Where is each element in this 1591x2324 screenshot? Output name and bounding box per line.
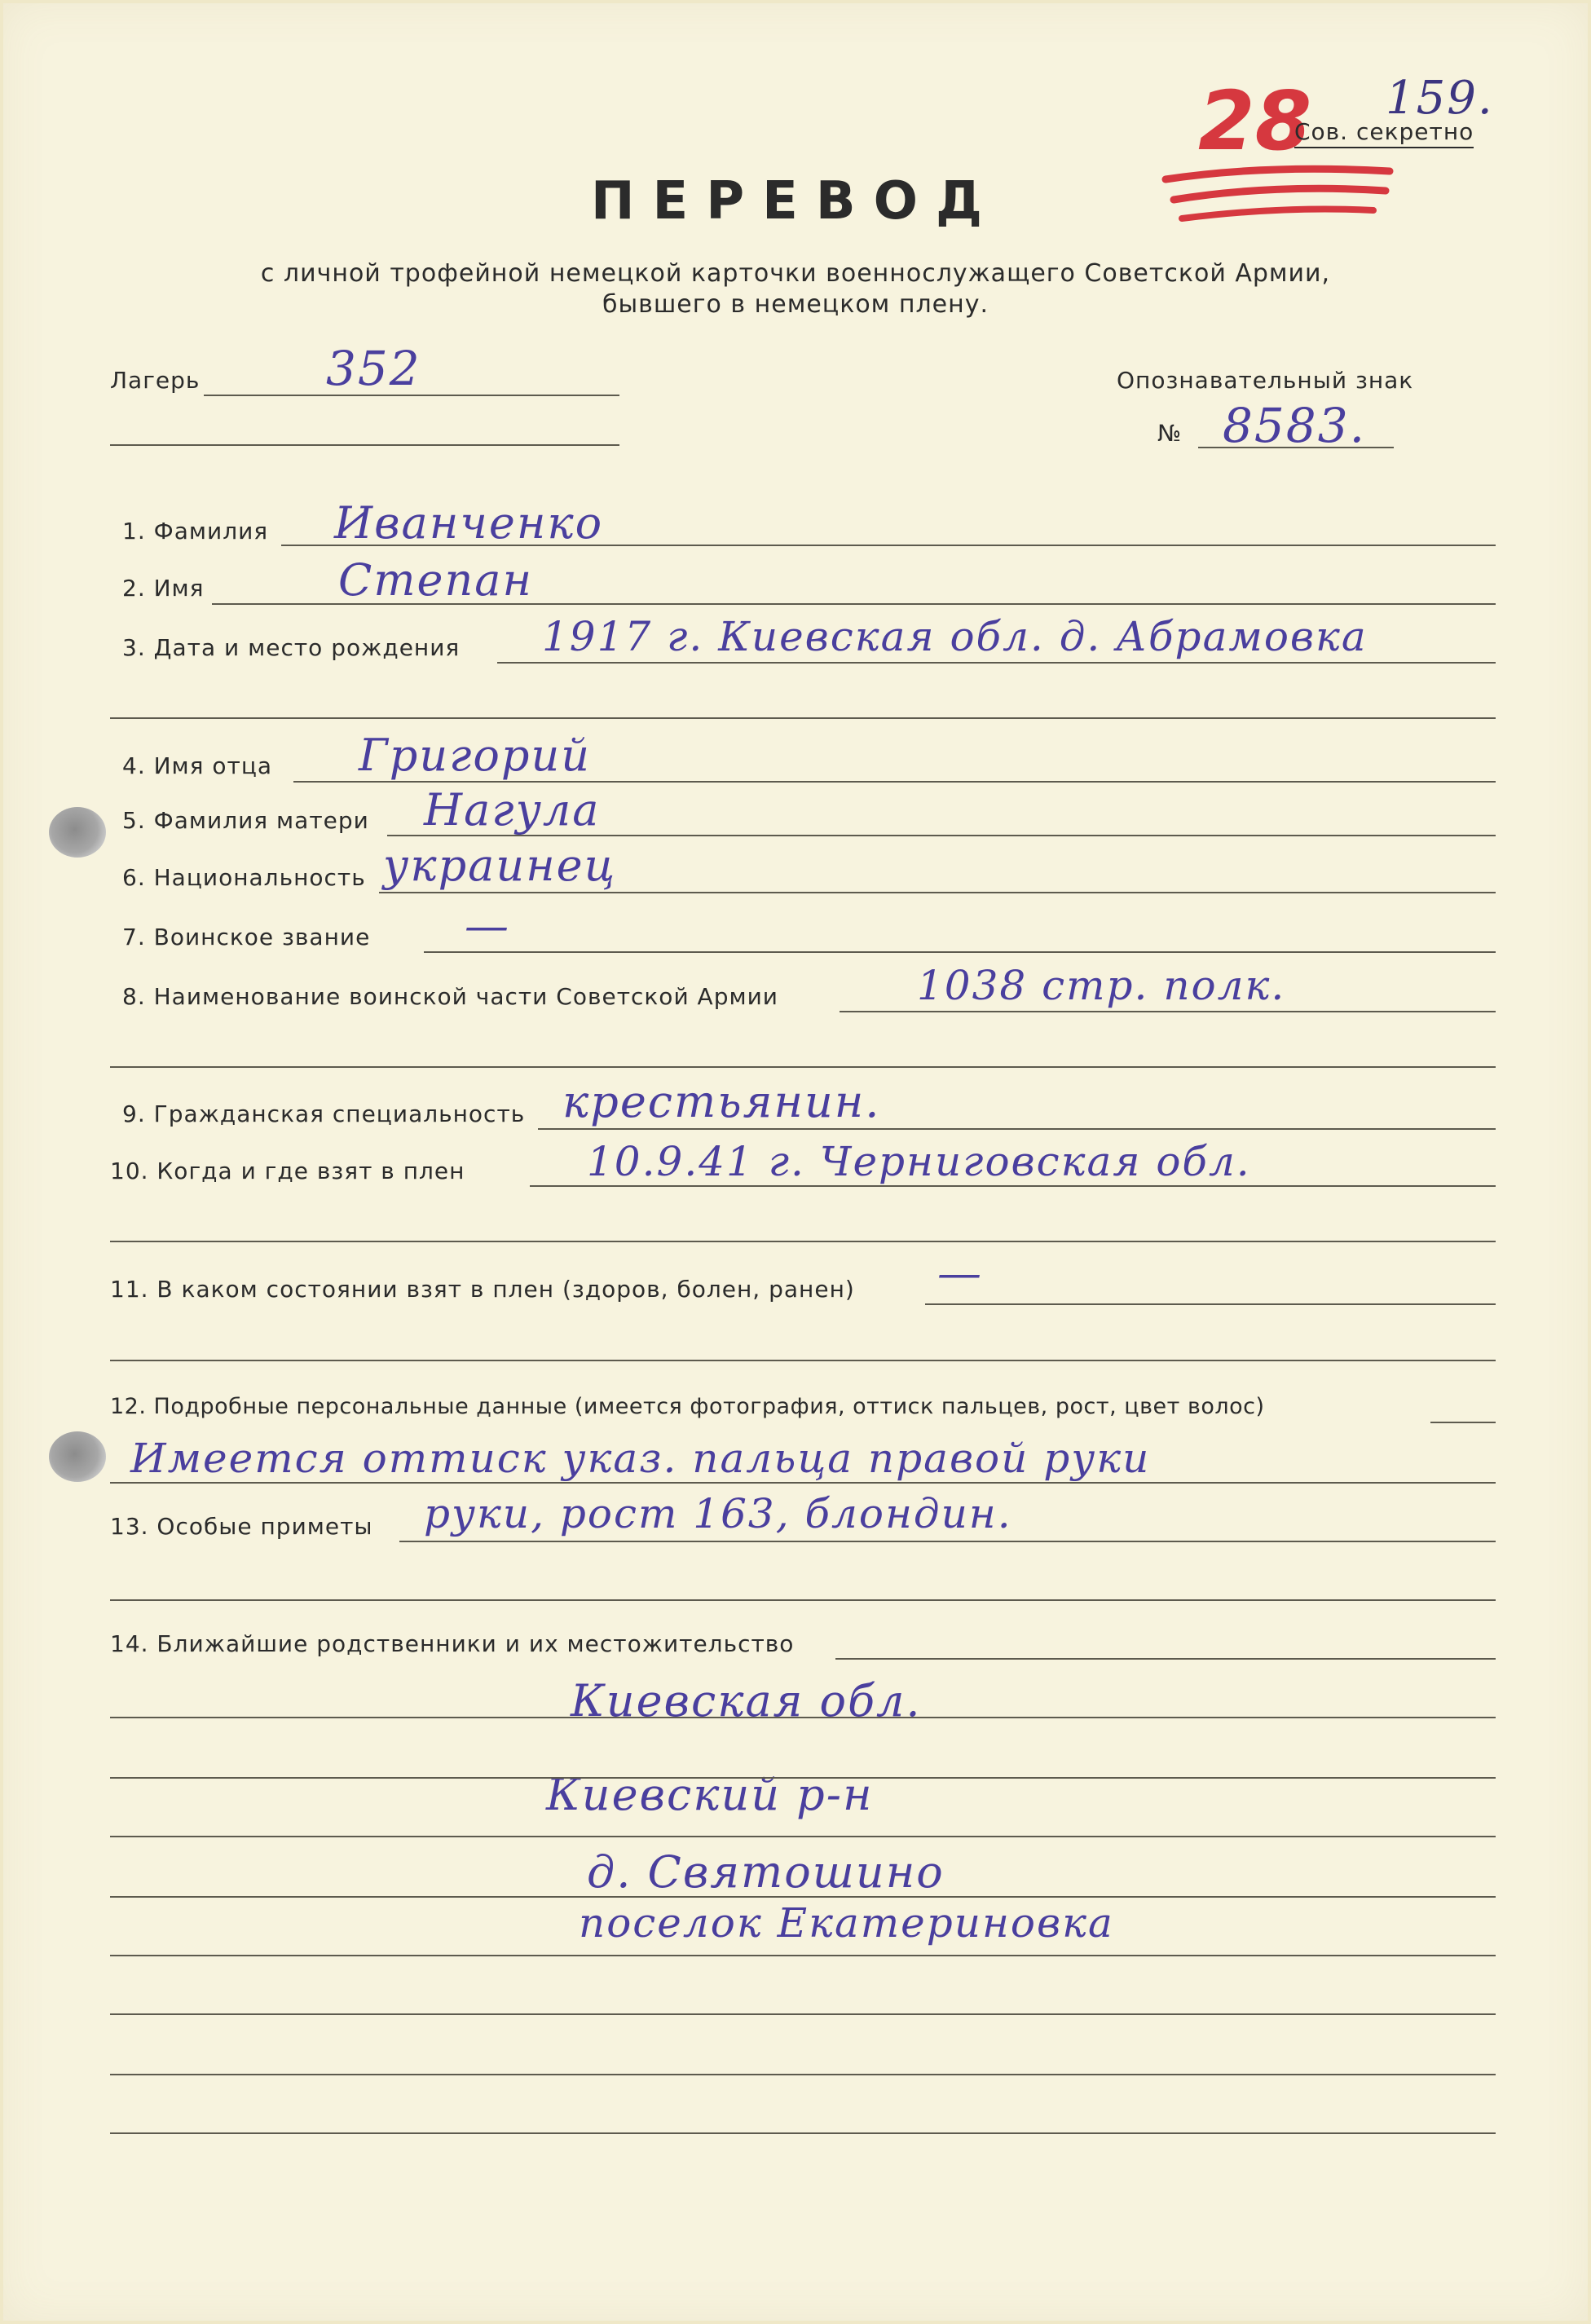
field-nationality-value: украинец (383, 840, 617, 891)
classification-stamp: Сов. секретно (1294, 118, 1474, 148)
field-surname-label: 1. Фамилия (122, 518, 269, 545)
field-capture-label: 10. Когда и где взят в плен (110, 1158, 465, 1184)
field-condition-line (925, 1303, 1496, 1305)
document-subtitle-line2: бывшего в немецком плену. (602, 290, 989, 319)
relatives-line-5 (110, 1955, 1496, 1956)
field-rank-line (424, 951, 1496, 953)
field-rank-value: — (465, 900, 510, 951)
field-personal-data-line-2 (110, 1482, 1496, 1484)
red-mark-handwritten: 28 (1198, 73, 1312, 169)
field-surname-value: Иванченко (334, 497, 604, 549)
camp-value: 352 (326, 341, 421, 396)
relatives-line-7 (110, 2074, 1496, 2075)
relatives-line-1 (110, 1717, 1496, 1718)
field-capture-line (530, 1185, 1496, 1187)
field-unit-line (840, 1011, 1496, 1012)
field-profession-value: крестьянин. (562, 1076, 881, 1127)
relatives-address-line-1: Киевская обл. (571, 1675, 922, 1726)
id-tag-label: Опознавательный знак (1117, 367, 1414, 394)
field-features-label: 13. Особые приметы (110, 1513, 373, 1540)
field-relatives-label: 14. Ближайшие родственники и их местожительство (110, 1630, 795, 1657)
field-personal-data-line (1430, 1422, 1496, 1423)
relatives-address-line-3: д. Святошино (587, 1846, 945, 1898)
field-relatives-line (835, 1658, 1496, 1660)
field-birth-line (497, 662, 1496, 664)
relatives-line-3 (110, 1836, 1496, 1837)
field-unit-line-2 (110, 1066, 1496, 1068)
document-title: ПЕРЕВОД (590, 171, 1001, 232)
sheet-number-handwritten: 159. (1386, 72, 1494, 125)
field-unit-value: 1038 стр. полк. (917, 962, 1286, 1009)
field-name-label: 2. Имя (122, 575, 205, 602)
field-features-line-2 (110, 1599, 1496, 1601)
field-features-value: руки, рост 163, блондин. (424, 1490, 1012, 1537)
field-nationality-label: 6. Национальность (122, 864, 366, 891)
field-condition-label: 11. В каком состоянии взят в плен (здоров, болен, ранен) (110, 1276, 855, 1303)
relatives-address-line-4: поселок Екатериновка (579, 1899, 1114, 1947)
field-birth-value: 1917 г. Киевская обл. д. Абрамовка (542, 613, 1368, 660)
punch-hole-lower (49, 1431, 106, 1482)
field-rank-label: 7. Воинское звание (122, 924, 371, 950)
camp-label: Лагерь (110, 367, 201, 394)
camp-line-2 (110, 444, 619, 446)
field-capture-value: 10.9.41 г. Черниговская обл. (587, 1138, 1251, 1185)
relatives-line-2 (110, 1777, 1496, 1779)
punch-hole-upper (49, 807, 106, 858)
field-capture-line-2 (110, 1241, 1496, 1242)
field-mother-label: 5. Фамилия матери (122, 807, 369, 834)
id-tag-value: 8583. (1223, 398, 1367, 453)
field-personal-data-label: 12. Подробные персональные данные (имеется фотография, оттиск пальцев, рост, цвет волос) (110, 1394, 1265, 1419)
field-nationality-line (379, 892, 1496, 893)
id-tag-number-label: № (1157, 420, 1183, 447)
field-name-value: Степан (338, 554, 534, 606)
field-condition-line-2 (110, 1360, 1496, 1361)
field-profession-line (538, 1128, 1496, 1130)
field-personal-data-value: Имеется оттиск указ. пальца правой руки (130, 1435, 1151, 1482)
field-mother-value: Нагула (424, 784, 601, 836)
field-unit-label: 8. Наименование воинской части Советской Армии (122, 983, 778, 1010)
field-birth-line-2 (110, 717, 1496, 719)
field-features-line (399, 1541, 1496, 1542)
field-birth-label: 3. Дата и место рождения (122, 634, 461, 661)
field-condition-value: — (937, 1247, 983, 1299)
relatives-address-line-2: Киевский р-н (546, 1769, 874, 1820)
field-father-line (293, 781, 1496, 783)
field-father-value: Григорий (359, 730, 592, 781)
relatives-line-4 (110, 1896, 1496, 1898)
relatives-line-6 (110, 2013, 1496, 2015)
relatives-line-8 (110, 2132, 1496, 2134)
document-subtitle-line1: с личной трофейной немецкой карточки военнослужащего Советской Армии, (260, 259, 1331, 288)
field-profession-label: 9. Гражданская специальность (122, 1100, 526, 1127)
field-father-label: 4. Имя отца (122, 752, 273, 779)
